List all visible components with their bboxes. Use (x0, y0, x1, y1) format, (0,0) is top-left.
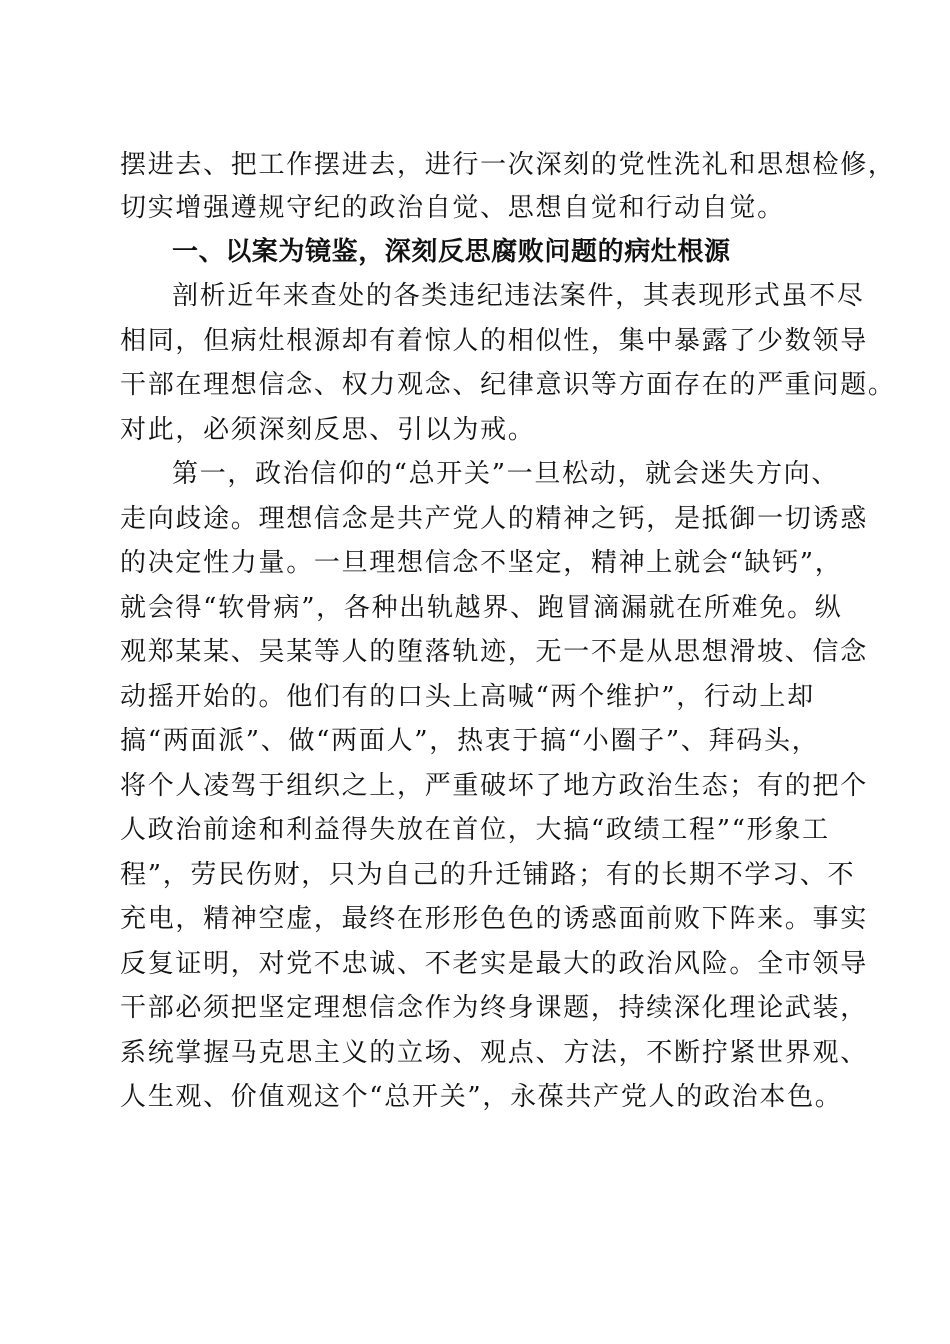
paragraph-line: 搞“两面派”、做“两面人”，热衷于搞“小圈子”、拜码头， (120, 726, 820, 756)
paragraph-line: 观郑某某、吴某等人的堕落轨迹，无一不是从思想滑坡、信念 (120, 637, 868, 667)
section-heading: 一、以案为镜鉴，深刻反思腐败问题的病灶根源 (172, 237, 731, 267)
paragraph-line: 剖析近年来查处的各类违纪违法案件，其表现形式虽不尽 (172, 281, 865, 311)
paragraph-line: 动摇开始的。他们有的口头上高喊“两个维护”，行动上却 (120, 682, 815, 712)
paragraph-line: 将个人凌驾于组织之上，严重破坏了地方政治生态；有的把个 (120, 771, 868, 801)
paragraph-line: 就会得“软骨病”，各种出轨越界、跑冒滴漏就在所难免。纵 (120, 593, 843, 623)
paragraph-line: 程”，劳民伤财，只为自己的升迁铺路；有的长期不学习、不 (120, 860, 856, 890)
paragraph-line: 相同，但病灶根源却有着惊人的相似性，集中暴露了少数领导 (120, 326, 868, 356)
paragraph-line: 人生观、价值观这个“总开关”，永葆共产党人的政治本色。 (120, 1082, 843, 1112)
paragraph-line: 摆进去、把工作摆进去，进行一次深刻的党性洗礼和思想检修， (120, 150, 896, 180)
paragraph-line: 对此，必须深刻反思、引以为戒。 (120, 415, 536, 445)
paragraph-line: 系统掌握马克思主义的立场、观点、方法，不断拧紧世界观、 (120, 1038, 868, 1068)
paragraph-line: 人政治前途和利益得失放在首位，大搞“政绩工程”“形象工 (120, 815, 830, 845)
paragraph-line: 切实增强遵规守纪的政治自觉、思想自觉和行动自觉。 (120, 193, 785, 223)
paragraph-line: 走向歧途。理想信念是共产党人的精神之钙，是抵御一切诱惑 (120, 504, 868, 534)
paragraph-line: 第一，政治信仰的“总开关”一旦松动，就会迷失方向、 (172, 459, 840, 489)
paragraph-line: 的决定性力量。一旦理想信念不坚定，精神上就会“缺钙”， (120, 548, 843, 578)
paragraph-line: 干部必须把坚定理想信念作为终身课题，持续深化理论武装， (120, 993, 868, 1023)
paragraph-line: 充电，精神空虚，最终在形形色色的诱惑面前败下阵来。事实 (120, 904, 868, 934)
paragraph-line: 反复证明，对党不忠诚、不老实是最大的政治风险。全市领导 (120, 949, 868, 979)
paragraph-line: 干部在理想信念、权力观念、纪律意识等方面存在的严重问题。 (120, 370, 896, 400)
